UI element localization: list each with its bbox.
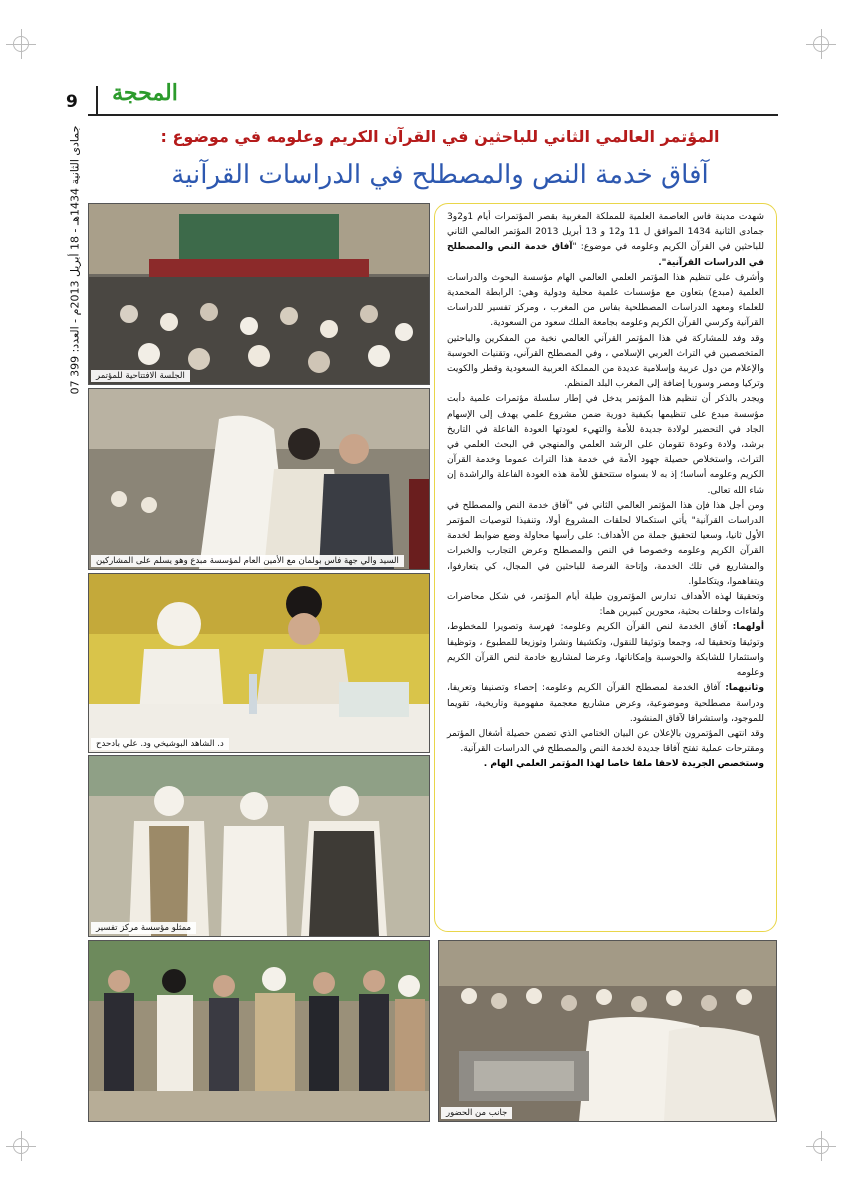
- photo-caption: ممثلو مؤسسة مركز تفسير: [91, 922, 196, 934]
- article-paragraph: وقد وفد للمشاركة في هذا المؤتمر القرآني العالمي نخبة من المفكرين والباحثين المتخصصين في التراث العربي الإسلامي ، وفي المصطلح القرآني، وتقنيات الحوسبة والإعلام من دول عربية وإسلامية عديدة من المملكة العربية السعودية وقطر والكويت وتركيا ومصر وسوريا إضافة إلى المغرب البلد المنظم.: [447, 333, 764, 390]
- article-box: [434, 203, 777, 932]
- issue-info-text: 07 جمادى الثانية 1434هـ - 18 أبريل 2013م - العدد: 399: [68, 125, 82, 395]
- crop-mark: [813, 36, 829, 52]
- crop-mark: [813, 1138, 829, 1154]
- photo-audience: [438, 940, 777, 1122]
- photo-caption: السيد والي جهة فاس بولمان مع الأمين العام لمؤسسة مبدع وهو يسلم على المشاركين: [91, 555, 404, 567]
- header-rule: [88, 114, 778, 116]
- article-paragraph: ويجدر بالذكر أن تنظيم هذا المؤتمر يدخل في إطار سلسلة مؤتمرات علمية دأبت مؤسسة مبدع على تنظيمها بكيفية دورية ضمن مشروع علمي يهدف إلى الإسهام الجاد في التحضير لولادة جديدة للأمة والتهيء لعودتها العودة الفاعلة في التاريخ برشد، ولادة وعودة تقومان على الرشد العلمي والمنهجي في البحث العلمي في التراث، واستخلاص حصيلة جهود الأمة في خدمة هذا التراث عموما وخدمة القرآن الكريم وعلومه أساسا؛ إذ به لا بسواه ستتحقق للأمة هذه العودة الفاعلة والراشدة إن شاء الله تعالى.: [447, 394, 764, 496]
- article-paragraph: وقد انتهى المؤتمرون بالإعلان عن البيان الختامي الذي تضمن حصيلة أشغال المؤتمر ومقترحات عملية تفتح آفاقا جديدة لخدمة النص والمصطلح في الدراسات القرآنية.: [447, 728, 764, 755]
- article-paragraph: وتحقيقا لهذه الأهداف تدارس المؤتمرون طيلة أيام المؤتمر، في شكل محاضرات ولقاءات وحلقات بحثية، محورين كبيرين هما:: [447, 592, 764, 618]
- photo-caption: الجلسة الافتتاحية للمؤتمر: [91, 370, 190, 382]
- magazine-name: المحجة: [112, 80, 178, 106]
- subheadline: آفاق خدمة النص والمصطلح في الدراسات القرآنية: [171, 160, 709, 190]
- photo-caption: جانب من الحضور: [441, 1107, 512, 1119]
- photo-participants-group: [88, 940, 430, 1122]
- photo-opening-session: [88, 203, 430, 385]
- photo-scholars-panel: [88, 573, 430, 753]
- photo-governor-greeting: [88, 388, 430, 570]
- headline: المؤتمر العالمي الثاني للباحثين في القرآن الكريم وعلومه في موضوع :: [160, 127, 720, 146]
- issue-info: [60, 125, 90, 395]
- article-paragraph: ومن أجل هذا فإن هذا المؤتمر العالمي الثاني في "آفاق خدمة النص والمصطلح في الدراسات القرآنية" يأتي استكمالا لحلقات المشروع أولا، وتنفيذا لتوصيات المؤتمر الأول ثانيا، وسعيا لتحقيق جملة من الأهداف: على رأسها محاولة وضع ضوابط لخدمة القرآن الكريم وعلومه وخصوصا في النص والمصطلح وعرض التجارب والخبرات والمشاريع في تلك الخدمة، وإتاحة الفرصة للباحثين في المجال، كي يتعارفوا، ويتفاهموا، ويتكاملوا.: [447, 500, 764, 587]
- article-paragraph: وأشرف على تنظيم هذا المؤتمر العلمي العالمي الهام مؤسسة البحوث والدراسات العلمية (مبدع) بتعاون مع مؤسسات علمية محلية ودولية وهي: الرابطة المحمدية للعلماء ومعهد الدراسات المصطلحية بفاس من المغرب ، ومركز تفسير للدراسات القرآنية وكرسي القرآن الكريم وعلومه بجامعة الملك سعود من السعودية.: [447, 272, 764, 329]
- header-divider: [96, 86, 98, 116]
- page-number: 9: [66, 92, 78, 112]
- photo-tafsir-representatives: [88, 755, 430, 937]
- article-paragraph: وثانيهما: آفاق الخدمة لمصطلح القرآن الكريم وعلومه: إحصاء وتصنيفا وتعريفا، ودراسة مصطلحية وموضوعية، وعرض مشاريع معجمية مفهومية وتاريخية، تقويما للموجود، واستشرافا لآفاق المنشود.: [447, 683, 764, 724]
- crop-mark: [13, 1138, 29, 1154]
- photo-caption: د. الشاهد البوشيخي ود. علي بادحدح: [91, 738, 229, 750]
- article-paragraph: أولهما: آفاق الخدمة لنص القرآن الكريم وعلومه: فهرسة وتصويرا للمخطوط، وتوثيقا وتحقيقا له، وجمعا وتوثيقا للنقول، وتكشيفا ونشرا وتوزيعا للمطبوع ، وتوظيفا واستثمارا للشابكة والحوسبة وإمكاناتها، وعرضا لمشاريع خادمة لنص القرآن الكريم وعلومه: [447, 622, 764, 679]
- article-closing: وستخصص الجريدة لاحقا ملفا خاصا لهذا المؤتمر العلمي الهام .: [483, 759, 764, 770]
- article-paragraph: شهدت مدينة فاس العاصمة العلمية للمملكة المغربية بقصر المؤتمرات أيام 1و2و3 جمادى الثانية 1434 الموافق ل 11 و12 و 13 أبريل 2013 المؤتمر العالمي الثاني للباحثين في القرآن الكريم وعلومه في موضوع: "آفاق خدمة النص والمصطلح في الدراسات القرآنية".: [447, 212, 764, 268]
- crop-mark: [13, 36, 29, 52]
- article-body: [447, 210, 764, 773]
